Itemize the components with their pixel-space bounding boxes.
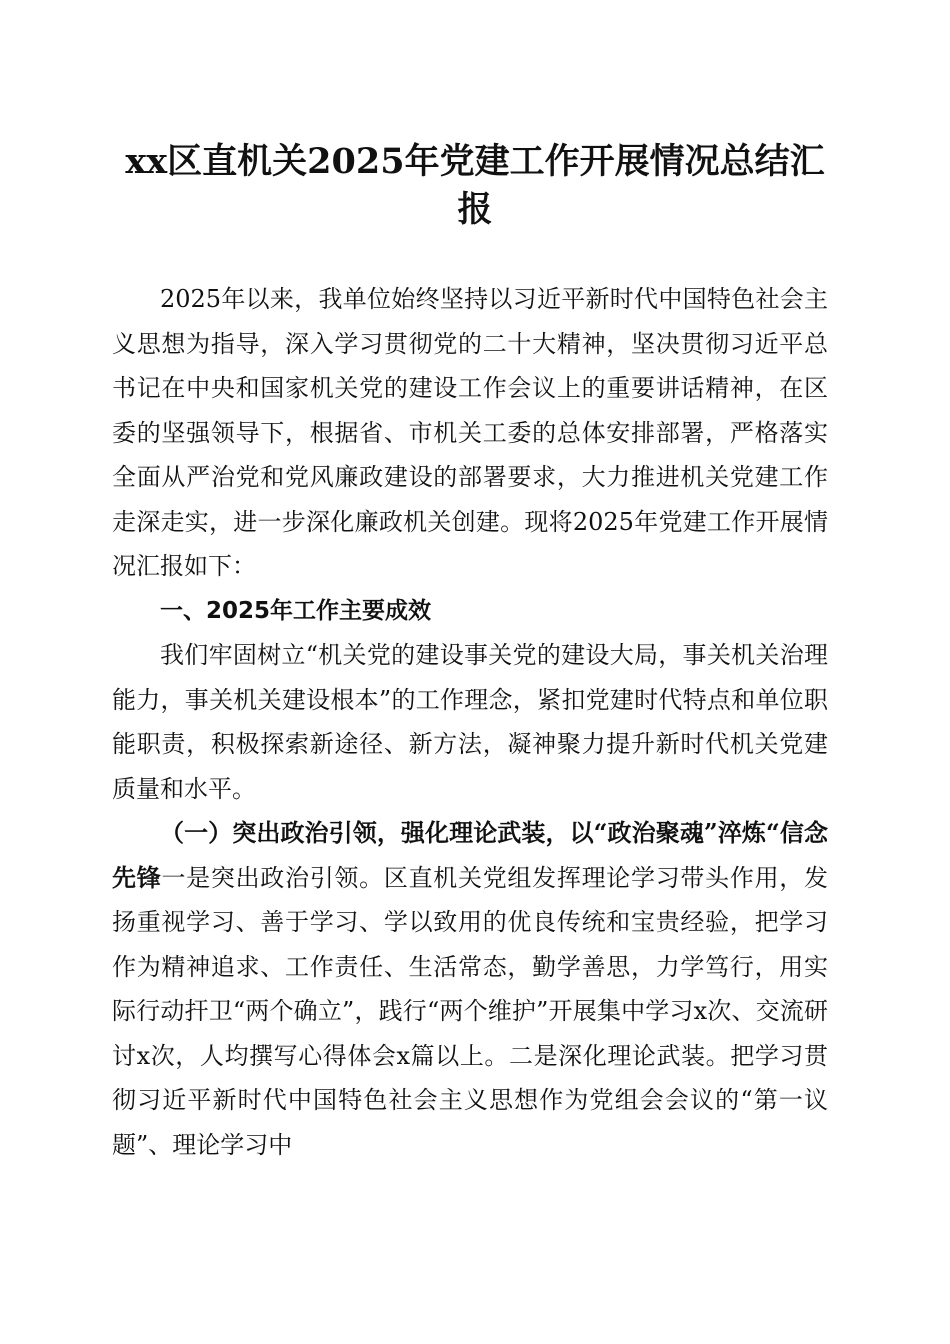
- intro-paragraph: 2025年以来，我单位始终坚持以习近平新时代中国特色社会主义思想为指导，深入学习贯彻党的二十大精神，坚决贯彻习近平总书记在中央和国家机关党的建设工作会议上的重要讲话精神，在区委的坚强领导下，根据省、市机关工委的总体安排部署，严格落实全面从严治党和党风廉政建设的部署要求，大力推进机关党建工作走深走实，进一步深化廉政机关创建。现将2025年党建工作开展情况汇报如下：: [112, 285, 828, 580]
- document-body: [112, 277, 828, 1167]
- section-intro-paragraph: 我们牢固树立“机关党的建设事关党的建设大局，事关机关治理能力，事关机关建设根本”的工作理念，紧扣党建时代特点和单位职能职责，积极探索新途径、新方法，凝神聚力提升新时代机关党建质量和水平。: [112, 641, 828, 803]
- subsection-paragraph: [112, 811, 828, 1167]
- subsection-heading: （一）突出政治引领，强化理论武装，以“政治聚魂”淬炼“信念先锋: [112, 818, 828, 892]
- document-title: xx区直机关2025年党建工作开展情况总结汇报: [125, 141, 825, 230]
- subsection-body: 一是突出政治引领。区直机关党组发挥理论学习带头作用，发扬重视学习、善于学习、学以致用的优良传统和宝贵经验，把学习作为精神追求、工作责任、生活常态，勤学善思，力学笃行，用实际行动扞卫“两个确立”，践行“两个维护”开展集中学习x次、交流研讨x次，人均撰写心得体会x篇以上。二是深化理论武装。把学习贯彻习近平新时代中国特色社会主义思想作为党组会会议的“第一议题”、理论学习中: [112, 863, 829, 1159]
- section-heading: 一、2025年工作主要成效: [160, 597, 432, 624]
